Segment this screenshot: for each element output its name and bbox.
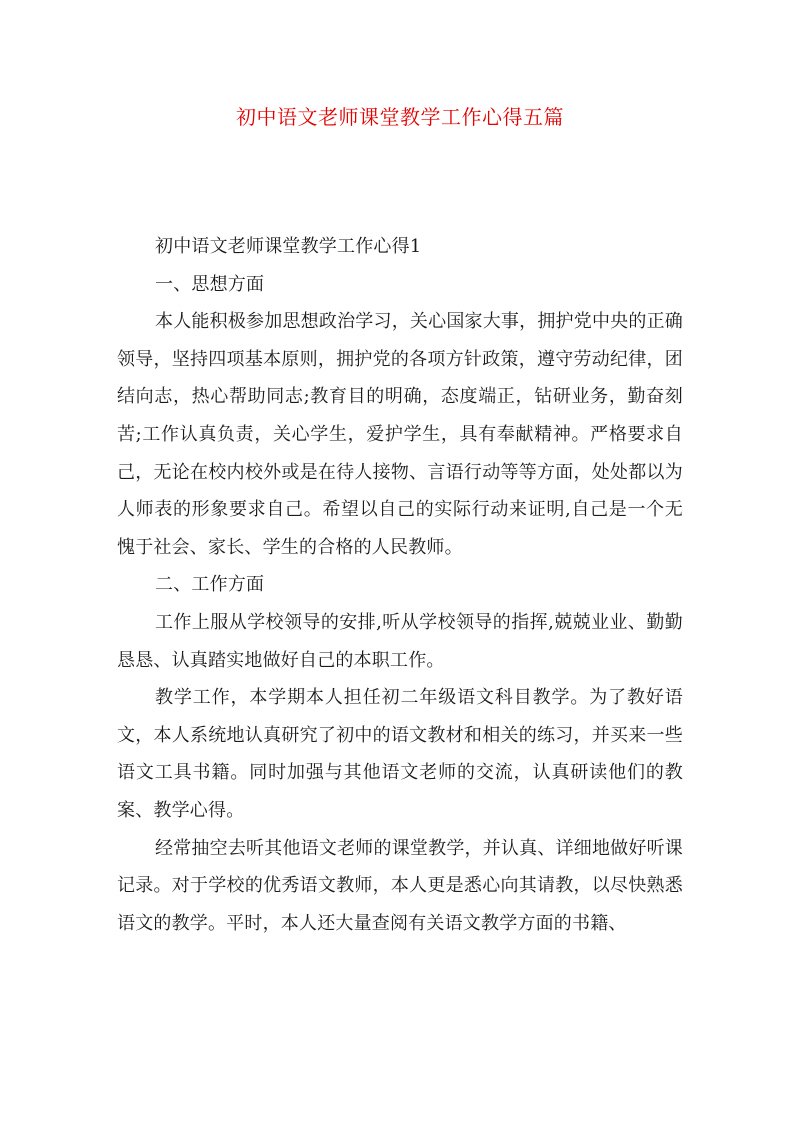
subsection-heading-ideology: 一、思想方面 [155,273,265,295]
body-paragraph: 本人能积极参加思想政治学习，关心国家大事，拥护党中央的正确领导，坚持四项基本原则，拥护党的各项方针政策，遵守劳动纪律，团结向志，热心帮助同志;教育目的明确，态度端正，钻研业务，勤奋刻苦;工作认真负责，关心学生，爱护学生，具有奉献精神。严格要求自己，无论在校内校外或是在待人接物、言语行动等等方面，处处都以为人师表的形象要求自己。希望以自己的实际行动来证明,自己是一个无愧于社会、家长、学生的合格的人民教师。 [117,311,683,558]
body-paragraph: 教学工作，本学期本人担任初二年级语文科目教学。为了教好语文，本人系统地认真研究了初中的语文教材和相关的练习，并买来一些语文工具书籍。同时加强与其他语文老师的交流，认真研读他们的教案、教学心得。 [117,687,683,821]
document-body [117,228,683,942]
body-paragraph: 工作上服从学校领导的安排,听从学校领导的指挥,兢兢业业、勤勤恳恳、认真踏实地做好自己的本职工作。 [117,611,683,671]
section-heading: 初中语文老师课堂教学工作心得1 [155,236,422,257]
body-paragraph: 经常抽空去听其他语文老师的课堂教学，并认真、详细地做好听课记录。对于学校的优秀语文教师，本人更是悉心向其请教，以尽快熟悉语文的教学。平时，本人还大量查阅有关语文教学方面的书籍、 [117,837,683,934]
subsection-heading-work: 二、工作方面 [155,574,265,596]
document-title: 初中语文老师课堂教学工作心得五篇 [236,105,564,129]
